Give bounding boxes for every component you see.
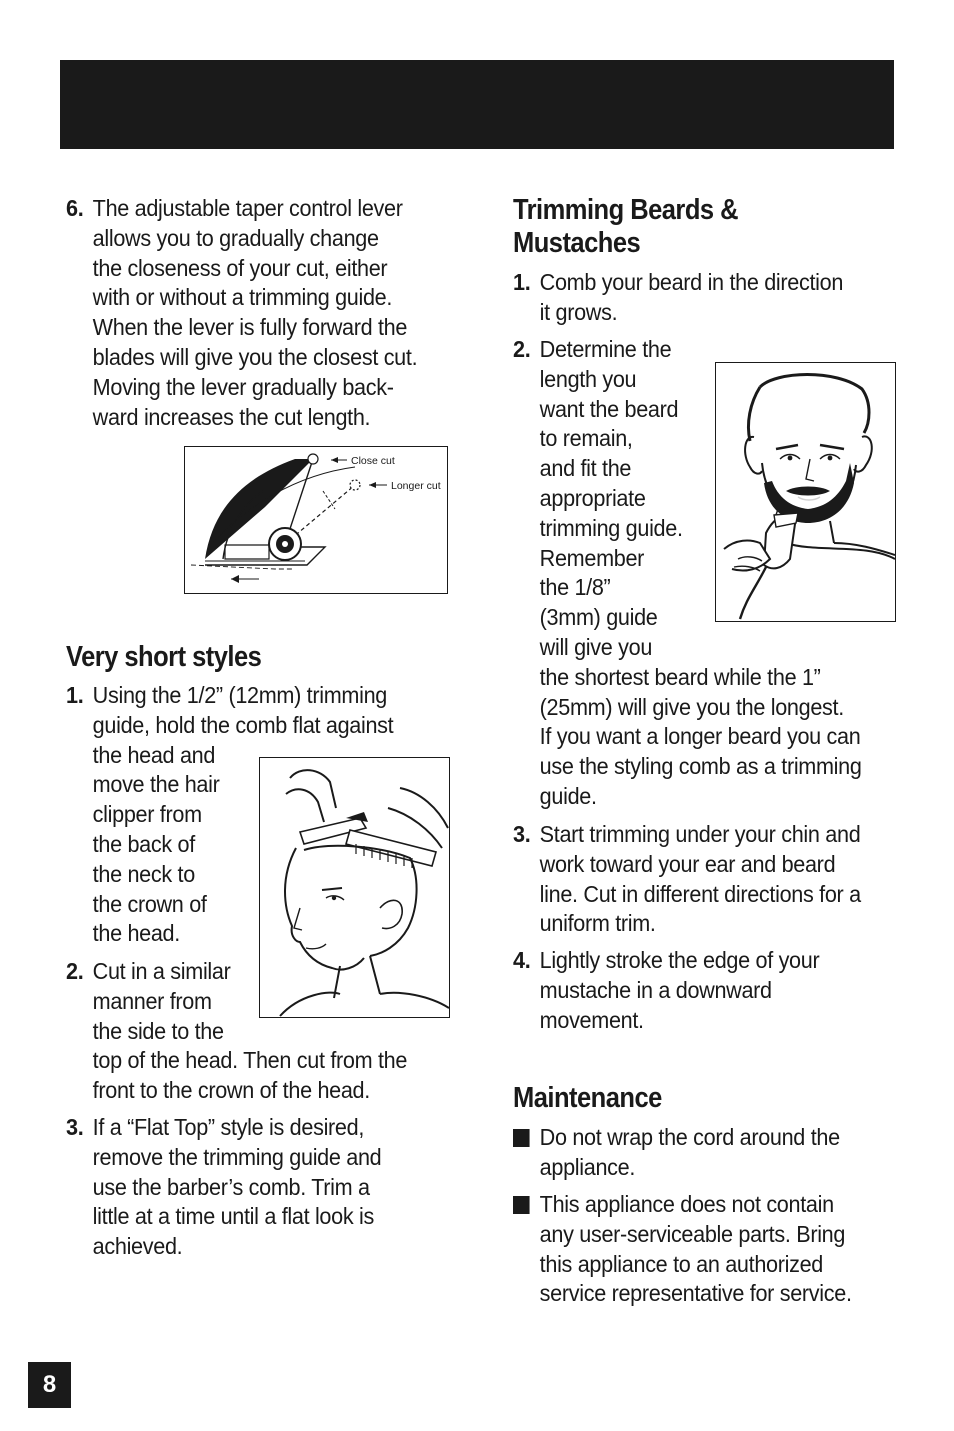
heading-line: Trimming Beards &: [513, 194, 739, 226]
bullet-line: This appliance does not contain: [539, 1191, 834, 1217]
step-line: the shortest beard while the 1”: [539, 663, 821, 690]
right-column: [513, 194, 905, 1307]
step-line: trimming guide.: [539, 514, 683, 541]
beard-step-3: [513, 820, 861, 939]
step-line: remove the trimming guide and: [92, 1143, 382, 1170]
step-number: 6.: [66, 195, 84, 221]
step-6-line: ward increases the cut length.: [92, 403, 371, 430]
trimming-beards-heading: [513, 194, 858, 259]
step-line: and fit the: [539, 455, 632, 482]
close-cut-label: Close cut: [351, 455, 395, 467]
step-line: If a “Flat Top” style is desired,: [92, 1114, 365, 1140]
maintenance-heading: Maintenance: [513, 1082, 662, 1114]
step-6-line: the closeness of your cut, either: [92, 254, 388, 281]
bullet-line: service representative for service.: [539, 1280, 852, 1307]
step-line: Start trimming under your chin and: [539, 821, 861, 847]
step-line: the back of: [92, 830, 195, 857]
step-line: guide.: [539, 782, 597, 809]
step-line: front to the crown of the head.: [92, 1077, 370, 1104]
step-line: appropriate: [539, 484, 646, 511]
maintenance-bullet: [513, 1190, 852, 1309]
bullet-line: appliance.: [539, 1153, 636, 1180]
step-6-line: with or without a trimming guide.: [92, 284, 393, 311]
step-6-line: Moving the lever gradually back-: [92, 373, 394, 400]
maintenance-bullet: [513, 1123, 840, 1183]
step-line: Cut in a similar: [92, 958, 231, 984]
step-line: Lightly stroke the edge of your: [539, 947, 820, 973]
step-line: manner from: [92, 987, 212, 1014]
step-6: [66, 194, 425, 432]
step-line: If you want a longer beard you can: [539, 723, 861, 750]
step-line: it grows.: [539, 298, 618, 325]
step-line: Using the 1/2” (12mm) trimming: [92, 682, 387, 708]
step-line: achieved.: [92, 1233, 183, 1260]
step-number: 3.: [66, 1114, 84, 1140]
page-number: 8: [28, 1362, 71, 1408]
step-line: the head.: [92, 920, 180, 947]
step-line: move the hair: [92, 771, 220, 798]
step-line: to remain,: [539, 425, 633, 452]
step-number: 2.: [513, 336, 531, 362]
step-line: Remember: [539, 544, 645, 571]
step-line: line. Cut in different directions for a: [539, 880, 861, 907]
taper-control-figure: [184, 446, 448, 594]
step-number: 4.: [513, 947, 531, 973]
square-bullet-icon: [513, 1196, 530, 1214]
step-line: want the beard: [539, 395, 679, 422]
step-line: length you: [539, 365, 637, 392]
square-bullet-icon: [513, 1129, 530, 1147]
heading-line: Mustaches: [513, 226, 641, 259]
step-line: mustache in a downward: [539, 976, 772, 1003]
head-trimming-figure: [259, 757, 450, 1018]
beard-step-1: [513, 268, 843, 328]
step-6-line: The adjustable taper control lever: [92, 195, 403, 221]
step-line: (25mm) will give you the longest.: [539, 693, 844, 720]
step-line: uniform trim.: [539, 910, 656, 937]
very-short-step-3: [66, 1113, 381, 1262]
step-6-line: allows you to gradually change: [92, 224, 379, 251]
beard-trimming-figure: [715, 362, 896, 622]
step-line: little at a time until a flat look is: [92, 1203, 374, 1230]
step-line: work toward your ear and beard: [539, 850, 836, 877]
very-short-styles-heading: Very short styles: [66, 641, 262, 673]
step-line: movement.: [539, 1006, 644, 1033]
beard-trimming-illustration: [716, 363, 895, 621]
step-number: 1.: [66, 682, 84, 708]
beard-step-4: [513, 946, 819, 1035]
step-line: the head and: [92, 741, 216, 768]
step-line: use the barber’s comb. Trim a: [92, 1173, 370, 1200]
step-line: the crown of: [92, 890, 207, 917]
head-trimming-illustration: [260, 758, 449, 1017]
step-line: will give you: [539, 633, 653, 660]
bullet-line: this appliance to an authorized: [539, 1250, 823, 1277]
step-number: 2.: [66, 958, 84, 984]
bullet-line: any user-serviceable parts. Bring: [539, 1220, 846, 1247]
step-line: the neck to: [92, 860, 195, 887]
step-line: Comb your beard in the direction: [539, 269, 844, 295]
step-line: the 1/8”: [539, 574, 611, 601]
step-6-line: When the lever is fully forward the: [92, 314, 408, 341]
step-line: clipper from: [92, 801, 202, 828]
step-line: use the styling comb as a trimming: [539, 753, 862, 780]
step-line: top of the head. Then cut from the: [92, 1047, 408, 1074]
longer-cut-label: Longer cut: [391, 480, 441, 492]
step-line: guide, hold the comb flat against: [92, 711, 394, 738]
header-bar: [60, 60, 894, 149]
step-line: the side to the: [92, 1017, 224, 1044]
step-line: (3mm) guide: [539, 604, 658, 631]
taper-lever-illustration: [185, 447, 447, 593]
step-6-line: blades will give you the closest cut.: [92, 343, 418, 370]
bullet-line: Do not wrap the cord around the: [539, 1124, 840, 1150]
step-number: 3.: [513, 821, 531, 847]
step-number: 1.: [513, 269, 531, 295]
step-line: Determine the: [539, 336, 672, 362]
